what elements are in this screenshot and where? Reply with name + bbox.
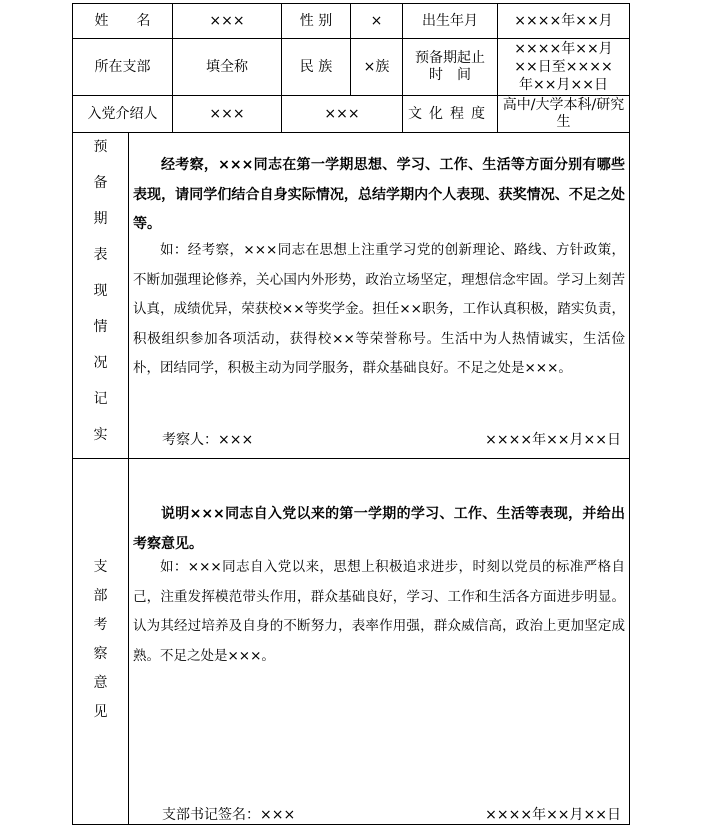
probation-example: 如：经考察，×××同志在思想上注重学习党的创新理论、路线、方针政策，不断加强理论修养，关心国内外形势，政治立场坚定，理想信念牢固。学习上刻苦认真，成绩优异，荣获校××等奖学金。担任××职务，工作认真积极，踏实负责，积极组织参加各项活动，获得校××等荣誉称号。生活中为人热情诚实，生活俭朴，团结同学，积极主动为同学服务，群众基础良好。不足之处是×××。 xyxy=(133,242,625,376)
section-label-char: 记 xyxy=(93,391,108,407)
inspector-signature: 考察人：××× xyxy=(162,432,254,448)
branch-value: 填全称 xyxy=(206,58,248,75)
section-label-char: 预 xyxy=(93,139,108,155)
section-divider xyxy=(72,458,630,459)
section-label-char: 表 xyxy=(93,247,108,263)
name-value: ××× xyxy=(209,12,245,29)
probation-period-label xyxy=(403,39,497,95)
ethnicity-label: 民 族 xyxy=(299,58,333,75)
probation-record-section-label xyxy=(73,138,128,445)
birth-value: ××××年××月 xyxy=(514,12,613,29)
name-label: 姓 名 xyxy=(94,12,151,29)
introducer-2-value: ××× xyxy=(324,105,360,122)
gender-value: × xyxy=(370,12,383,29)
introducer-1-value: ××× xyxy=(209,105,245,122)
birth-label: 出生年月 xyxy=(422,12,478,29)
section-label-char: 考 xyxy=(93,617,108,633)
probation-period-label-line1: 预备期起止 xyxy=(415,50,485,66)
table-border-bottom xyxy=(72,824,630,825)
row-divider xyxy=(72,132,630,133)
probation-period-label-line2: 时 间 xyxy=(429,67,471,83)
introducer-label: 入党介绍人 xyxy=(87,105,158,122)
education-label: 文化程度 xyxy=(408,105,492,122)
section-label-char: 见 xyxy=(93,704,108,720)
probation-instruction: 经考察，×××同志在第一学期思想、学习、工作、生活等方面分别有哪些表现，请同学们结合自身实际情况，总结学期内个人表现、获奖情况、不足之处等。 xyxy=(133,157,625,232)
label-column-divider xyxy=(128,132,129,825)
probation-period-value-line1: ××××年××月 xyxy=(514,41,613,57)
branch-instruction: 说明×××同志自入党以来的第一学期的学习、工作、生活等表现，并给出考察意见。 xyxy=(133,506,625,552)
ethnicity-value: ×族 xyxy=(363,58,390,75)
table-border-right xyxy=(629,3,630,825)
section-label-char: 实 xyxy=(93,427,108,443)
section-label-char: 况 xyxy=(93,355,108,371)
branch-label: 所在支部 xyxy=(94,58,151,75)
section-label-char: 情 xyxy=(93,319,108,335)
secretary-signature: 支部书记签名：××× xyxy=(162,807,296,823)
section-label-char: 部 xyxy=(93,588,108,604)
gender-label: 性 别 xyxy=(299,12,333,29)
branch-date: ××××年××月××日 xyxy=(485,807,621,823)
section-label-char: 意 xyxy=(93,675,108,691)
section-label-char: 备 xyxy=(93,175,108,191)
probation-period-value xyxy=(498,39,629,95)
section-label-char: 支 xyxy=(93,559,108,575)
section-label-char: 察 xyxy=(93,646,108,662)
section-label-char: 期 xyxy=(93,211,108,227)
education-value: 高中/大学本科/研究生 xyxy=(502,97,625,130)
section-label-char: 现 xyxy=(93,283,108,299)
probation-period-value-line3: 年××月××日 xyxy=(519,77,608,93)
branch-opinion-section-label xyxy=(73,557,128,722)
probation-period-value-line2: ××日至×××× xyxy=(514,59,613,75)
probation-date: ××××年××月××日 xyxy=(485,432,621,448)
branch-example: 如：×××同志自入党以来，思想上积极追求进步，时刻以党员的标准严格自己，注重发挥模范带头作用，群众基础良好，学习、工作和生活各方面进步明显。认为其经过培养及自身的不断努力，表率作用强，群众威信高，政治上更加坚定成熟。不足之处是×××。 xyxy=(133,559,625,664)
